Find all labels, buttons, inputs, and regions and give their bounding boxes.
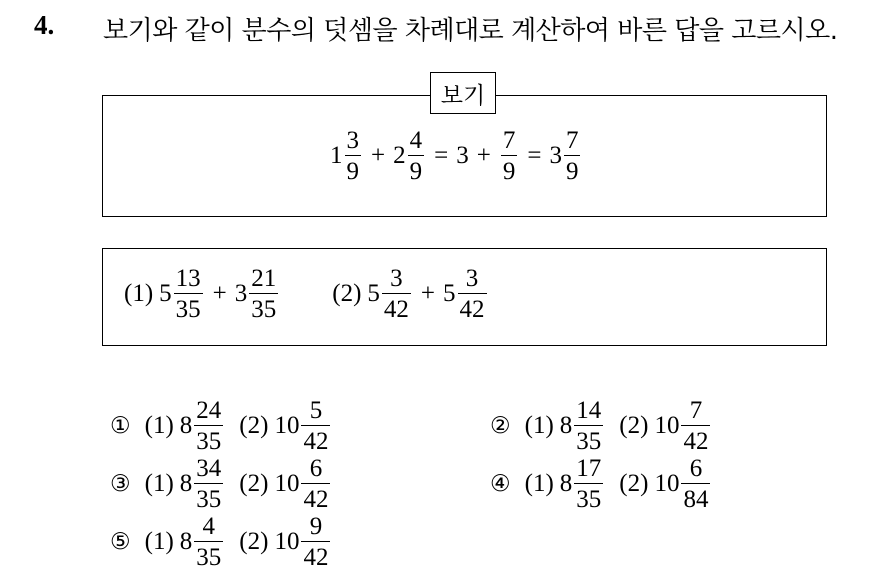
numerator: 3 — [390, 265, 403, 292]
whole-number: 10 — [654, 412, 680, 439]
choice-mark: ① — [110, 413, 131, 439]
numerator: 24 — [196, 397, 222, 424]
part-label: (2) — [239, 470, 269, 497]
fraction — [574, 398, 603, 454]
example-whole-2: 2 — [393, 142, 406, 169]
numerator: 34 — [196, 455, 222, 482]
numerator: 17 — [576, 455, 602, 482]
whole-number: 8 — [559, 470, 573, 497]
question-number: 4. — [34, 10, 55, 40]
numerator: 5 — [309, 397, 323, 424]
whole-number: 8 — [179, 412, 193, 439]
problem-2-whole-b: 5 — [443, 280, 456, 307]
numerator: 7 — [502, 127, 516, 154]
plus-sign: + — [371, 142, 386, 169]
denominator: 42 — [301, 425, 330, 454]
denominator: 35 — [194, 483, 223, 512]
plus-sign: + — [476, 142, 491, 169]
problem-1-whole-b: 3 — [234, 280, 248, 307]
numerator: 4 — [202, 513, 216, 540]
numerator: 14 — [576, 397, 602, 424]
whole-number: 10 — [274, 412, 300, 439]
denominator: 84 — [681, 483, 710, 512]
denominator: 9 — [564, 155, 581, 184]
numerator: 3 — [346, 127, 359, 154]
denominator: 35 — [249, 293, 278, 322]
denominator: 42 — [681, 425, 710, 454]
part-label: (2) — [239, 528, 269, 555]
denominator: 42 — [458, 293, 487, 322]
choice-mark: ② — [490, 413, 511, 439]
part-label: (1) — [144, 470, 174, 497]
denominator: 35 — [194, 425, 223, 454]
numerator: 3 — [465, 265, 479, 292]
part-label: (1) — [144, 528, 174, 555]
example-fraction-2 — [408, 128, 425, 184]
fraction — [194, 398, 223, 454]
fraction — [301, 456, 330, 512]
whole-number: 8 — [559, 412, 573, 439]
whole-number: 10 — [274, 470, 300, 497]
plus-sign: + — [212, 280, 227, 307]
denominator: 9 — [501, 155, 518, 184]
numerator: 6 — [689, 455, 703, 482]
example-fraction-3 — [501, 128, 518, 184]
denominator: 42 — [301, 483, 330, 512]
example-whole-3: 3 — [456, 142, 469, 169]
choice-mark: ③ — [110, 471, 131, 497]
choice-1[interactable] — [110, 398, 332, 454]
problem-2-whole-a: 5 — [367, 280, 380, 307]
choice-mark: ④ — [490, 471, 511, 497]
choice-2[interactable] — [490, 398, 712, 454]
example-whole-1: 1 — [330, 142, 343, 169]
example-equation — [330, 128, 582, 184]
part-label: (2) — [619, 412, 649, 439]
numerator: 6 — [309, 455, 323, 482]
numerator: 4 — [409, 127, 423, 154]
problem-2-fraction-a — [382, 266, 411, 322]
whole-number: 8 — [179, 528, 193, 555]
problem-1-whole-a: 5 — [159, 280, 172, 307]
whole-number: 10 — [654, 470, 680, 497]
denominator: 9 — [408, 155, 425, 184]
numerator: 7 — [689, 397, 703, 424]
equals-sign: = — [527, 142, 542, 169]
question-text: 보기와 같이 분수의 덧셈을 차례대로 계산하여 바른 답을 고르시오. — [103, 16, 838, 46]
whole-number: 8 — [179, 470, 193, 497]
part-label: (2) — [239, 412, 269, 439]
part-label: (2) — [619, 470, 649, 497]
fraction — [681, 456, 710, 512]
numerator: 7 — [565, 127, 579, 154]
problem-label-2: (2) — [332, 280, 362, 307]
numerator: 13 — [175, 265, 201, 292]
choice-3[interactable] — [110, 456, 332, 512]
part-label: (1) — [524, 412, 554, 439]
problem-label-1: (1) — [124, 280, 154, 307]
denominator: 42 — [382, 293, 411, 322]
example-result-fraction — [564, 128, 581, 184]
fraction — [194, 514, 223, 570]
whole-number: 10 — [274, 528, 300, 555]
equals-sign: = — [434, 142, 449, 169]
numerator: 21 — [251, 265, 277, 292]
problem-1-fraction-b — [249, 266, 278, 322]
choice-4[interactable] — [490, 456, 712, 512]
numerator: 9 — [309, 513, 323, 540]
part-label: (1) — [524, 470, 554, 497]
denominator: 35 — [574, 483, 603, 512]
denominator: 35 — [174, 293, 203, 322]
denominator: 9 — [345, 155, 362, 184]
denominator: 42 — [301, 541, 330, 570]
fraction — [194, 456, 223, 512]
example-label: 보기 — [430, 72, 496, 114]
fraction — [301, 514, 330, 570]
problems-row — [124, 266, 489, 322]
example-result-whole: 3 — [549, 142, 562, 169]
choice-5[interactable] — [110, 514, 332, 570]
problem-1-fraction-a — [174, 266, 203, 322]
choice-mark: ⑤ — [110, 529, 131, 555]
fraction — [681, 398, 710, 454]
fraction — [574, 456, 603, 512]
part-label: (1) — [144, 412, 174, 439]
denominator: 35 — [574, 425, 603, 454]
plus-sign: + — [420, 280, 436, 307]
problem-2-fraction-b — [458, 266, 487, 322]
example-fraction-1 — [345, 128, 362, 184]
denominator: 35 — [194, 541, 223, 570]
fraction — [301, 398, 330, 454]
